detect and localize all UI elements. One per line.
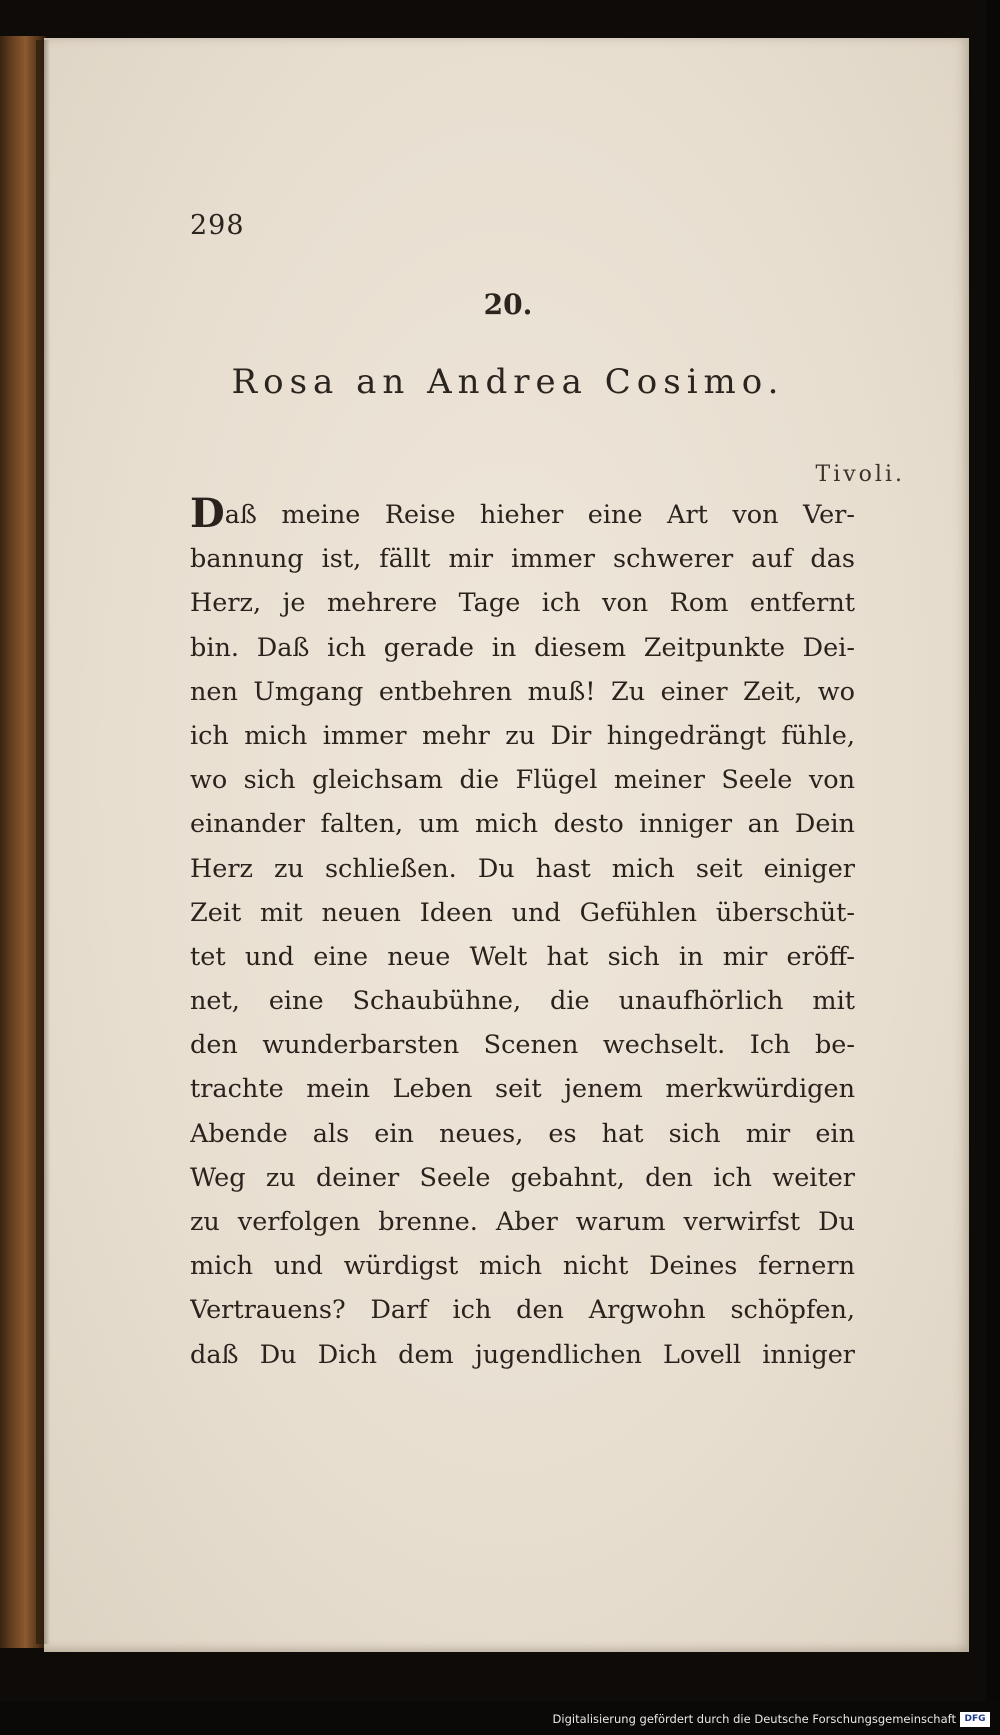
text-line: trachte mein Leben seit jenem merkwürdigen [190, 1074, 855, 1105]
drop-cap: D [190, 493, 225, 537]
letter-number-text: 20. [483, 288, 533, 321]
text-line: Weg zu deiner Seele gebahnt, den ich weiter [190, 1162, 855, 1193]
dfg-logo: DFG [960, 1712, 990, 1727]
text-line: bannung ist, fällt mir immer schwerer auf das [190, 544, 855, 575]
letter-title [0, 362, 1000, 402]
right-margin-dark [986, 0, 1000, 1735]
text-line: daß Du Dich dem jugendlichen Lovell inniger [190, 1339, 855, 1370]
text-line: bin. Daß ich gerade in diesem Zeitpunkte Dei- [190, 632, 855, 663]
footer-bar [0, 1701, 1000, 1735]
text-line: tet und eine neue Welt hat sich in mir eröff- [190, 941, 855, 972]
gutter-shadow [36, 40, 50, 1644]
text-line: Vertrauens? Darf ich den Argwohn schöpfen, [190, 1295, 855, 1326]
letter-title-text: Rosa an Andrea Cosimo. [231, 362, 785, 402]
text-line: net, eine Schaubühne, die unaufhörlich mit [190, 986, 855, 1017]
text-line-content: aß meine Reise hieher eine Art von Ver- [224, 500, 855, 530]
text-line: Herz, je mehrere Tage ich von Rom entfernt [190, 588, 855, 619]
page-number: 298 [190, 210, 245, 241]
body-text [190, 493, 855, 1377]
text-line: mich und würdigst mich nicht Deines fernern [190, 1251, 855, 1282]
text-line: wo sich gleichsam die Flügel meiner Seele von [190, 765, 855, 796]
text-line: einander falten, um mich desto inniger an Dein [190, 809, 855, 840]
place-line: Tivoli. [815, 462, 905, 487]
text-line: Zeit mit neuen Ideen und Gefühlen überschüt- [190, 897, 855, 928]
text-line: Abende als ein neues, es hat sich mir ein [190, 1118, 855, 1149]
text-line: den wunderbarsten Scenen wechselt. Ich be- [190, 1030, 855, 1061]
text-line [190, 493, 855, 537]
letter-number [0, 288, 1000, 321]
text-line: ich mich immer mehr zu Dir hingedrängt fühle, [190, 720, 855, 751]
text-line: zu verfolgen brenne. Aber warum verwirfst Du [190, 1207, 855, 1237]
text-line: Herz zu schließen. Du hast mich seit einiger [190, 853, 855, 884]
text-line: nen Umgang entbehren muß! Zu einer Zeit, wo [190, 676, 855, 707]
funding-credit: Digitalisierung gefördert durch die Deutsche Forschungsgemeinschaft [552, 1712, 956, 1726]
